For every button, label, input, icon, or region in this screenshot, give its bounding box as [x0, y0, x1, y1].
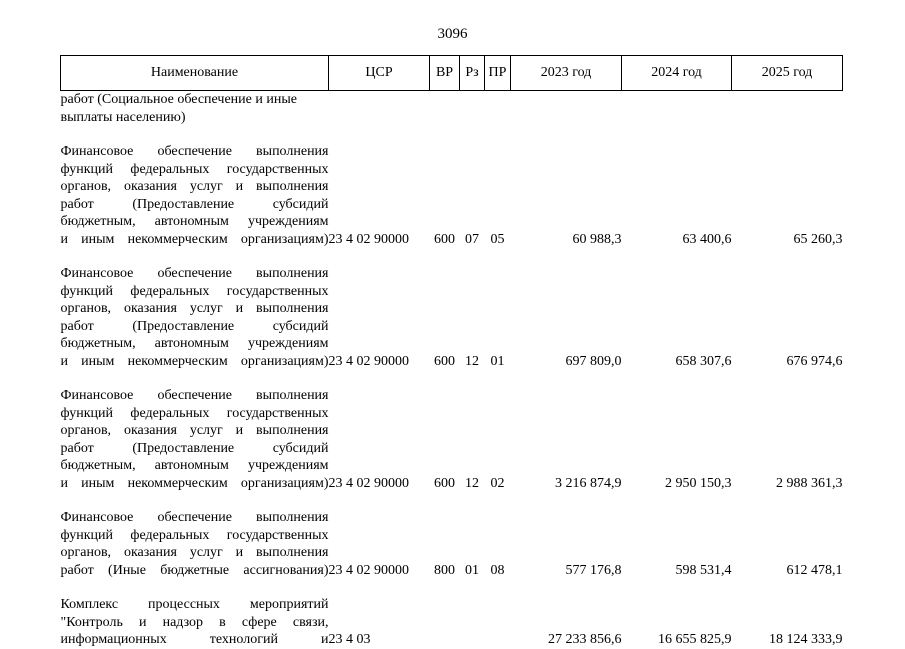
row-vr: 600: [434, 353, 455, 369]
row-rz: 07: [465, 231, 479, 247]
row-value-2024: 63 400,6: [682, 231, 732, 247]
row-name-line: и иным некоммерческим организациям): [60, 475, 329, 491]
row-name-line: функций федеральных государственных: [60, 161, 329, 177]
row-spacer: [61, 370, 843, 387]
empty-cell: [329, 91, 430, 127]
row-vr: [430, 596, 460, 649]
empty-cell: [460, 91, 485, 127]
row-name: [61, 265, 329, 370]
row-name: [61, 143, 329, 248]
row-name-line: органов, оказания услуг и выполнения: [60, 423, 329, 438]
row-value-2025: 18 124 333,9: [769, 632, 843, 647]
spacer-cell: [61, 248, 843, 265]
row-value-2025: 2 988 361,3: [776, 475, 843, 491]
header-vr: ВР: [430, 56, 460, 91]
row-name-line: Финансовое обеспечение выполнения: [60, 510, 329, 525]
row-pr: 05: [490, 231, 505, 247]
row-value-2023: 697 809,0: [565, 353, 622, 369]
header-2025: 2025 год: [732, 56, 843, 91]
table-row: [61, 387, 843, 492]
row-name-line: Финансовое обеспечение выполнения: [60, 266, 329, 281]
header-2023: 2023 год: [511, 56, 622, 91]
row-name-line: выплаты населению): [60, 109, 186, 125]
row-name-line: и иным некоммерческим организациям): [60, 231, 329, 247]
header-csr: ЦСР: [329, 56, 430, 91]
row-value-2025: 612 478,1: [786, 562, 843, 578]
row-rz: 01: [465, 562, 479, 578]
table-row: [61, 265, 843, 370]
row-name-line: органов, оказания услуг и выполнения: [60, 179, 329, 194]
table-header-row: [61, 56, 843, 91]
row-rz: 12: [465, 353, 479, 369]
row-value-2025: 676 974,6: [786, 353, 843, 369]
row-name-line: функций федеральных государственных: [60, 527, 329, 543]
table-row: [61, 143, 843, 248]
budget-table: [60, 55, 843, 649]
row-name-line: бюджетным, автономным учреждениям: [60, 458, 329, 473]
row-value-2023: 27 233 856,6: [548, 632, 622, 647]
table-row: [61, 596, 843, 649]
row-csr: 23 4 03: [328, 632, 371, 647]
row-name-line: Финансовое обеспечение выполнения: [60, 144, 329, 159]
header-name: Наименование: [61, 56, 329, 91]
row-name-line: работ (Социальное обеспечение и иные: [60, 92, 297, 107]
row-value-2024: 16 655 825,9: [658, 632, 732, 647]
row-name: [61, 387, 329, 492]
row-name-line: информационных технологий и: [60, 632, 329, 647]
row-csr: 23 4 02 90000: [328, 353, 409, 369]
table-row: [61, 509, 843, 579]
row-value-2025: 65 260,3: [793, 231, 843, 247]
row-value-2023: 60 988,3: [572, 231, 622, 247]
row-spacer: [61, 248, 843, 265]
row-vr: 800: [434, 562, 455, 578]
row-csr: 23 4 02 90000: [328, 231, 409, 247]
row-csr: 23 4 02 90000: [328, 562, 409, 578]
empty-cell: [430, 91, 460, 127]
row-value-2024: 598 531,4: [675, 562, 732, 578]
spacer-cell: [61, 579, 843, 596]
row-name-line: органов, оказания услуг и выполнения: [60, 301, 329, 316]
spacer-cell: [61, 370, 843, 387]
row-csr: 23 4 02 90000: [328, 475, 409, 491]
row-pr: 08: [490, 562, 505, 578]
header-2024: 2024 год: [622, 56, 732, 91]
row-vr: 600: [434, 231, 455, 247]
empty-cell: [622, 91, 732, 127]
row-spacer: [61, 492, 843, 509]
row-name-line: бюджетным, автономным учреждениям: [60, 336, 329, 351]
row-name-line: органов, оказания услуг и выполнения: [60, 545, 329, 560]
row-rz: [460, 596, 485, 649]
spacer-cell: [61, 126, 843, 143]
spacer-cell: [61, 492, 843, 509]
row-spacer: [61, 579, 843, 596]
table-row-continuation: [61, 91, 843, 127]
row-value-2024: 658 307,6: [675, 353, 732, 369]
row-name-line: "Контроль и надзор в сфере связи,: [60, 614, 329, 630]
row-spacer: [61, 126, 843, 143]
header-pr: ПР: [485, 56, 511, 91]
row-pr: [485, 596, 511, 649]
row-name-line: функций федеральных государственных: [60, 283, 329, 299]
row-name-line: и иным некоммерческим организациям): [60, 353, 329, 369]
row-value-2024: 2 950 150,3: [665, 475, 732, 491]
row-name-line: Комплекс процессных мероприятий: [60, 597, 329, 612]
empty-cell: [511, 91, 622, 127]
row-name-line: Финансовое обеспечение выполнения: [60, 388, 329, 403]
row-rz: 12: [465, 475, 479, 491]
row-name: [61, 509, 329, 579]
row-name-line: работ (Предоставление субсидий: [60, 196, 329, 212]
row-value-2023: 3 216 874,9: [555, 475, 622, 491]
row-name: [61, 91, 329, 127]
row-name-line: работ (Предоставление субсидий: [60, 318, 329, 334]
row-vr: 600: [434, 475, 455, 491]
page-number: 3096: [437, 26, 468, 42]
row-value-2023: 577 176,8: [565, 562, 622, 578]
empty-cell: [732, 91, 843, 127]
row-name-line: бюджетным, автономным учреждениям: [60, 214, 329, 229]
header-rz: Рз: [460, 56, 485, 91]
row-pr: 01: [490, 353, 505, 369]
row-name-line: работ (Предоставление субсидий: [60, 440, 329, 456]
empty-cell: [485, 91, 511, 127]
row-name-line: функций федеральных государственных: [60, 405, 329, 421]
row-pr: 02: [490, 475, 505, 491]
table-body: [61, 91, 843, 649]
row-name: [61, 596, 329, 649]
row-name-line: работ (Иные бюджетные ассигнования): [60, 562, 329, 578]
